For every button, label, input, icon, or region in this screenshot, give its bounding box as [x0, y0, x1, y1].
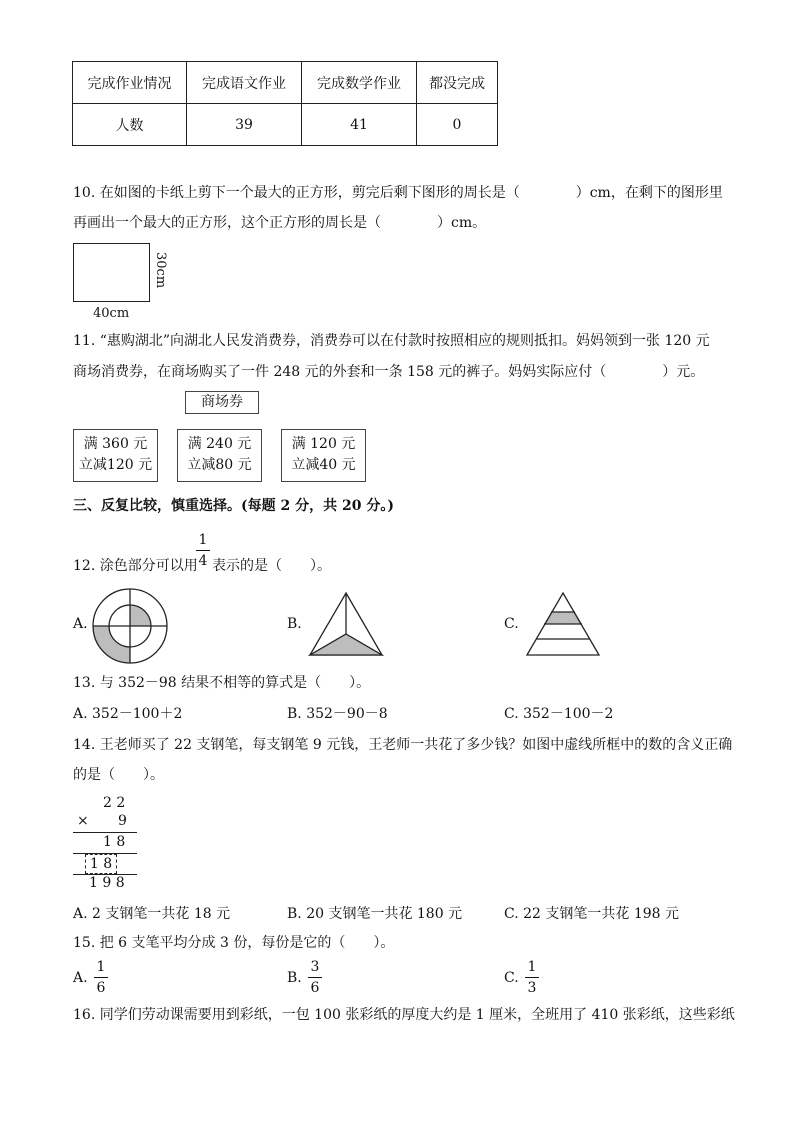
- q13-stem: 13. 与 352－98 结果不相等的算式是（ ）。: [73, 675, 371, 691]
- q15-option-c-fraction: [525, 958, 539, 997]
- q16-line1: 16. 同学们劳动课需要用到彩纸，一包 100 张彩纸的厚度大约是 1 厘米，全班用了 410 张彩纸，这些彩纸: [73, 1007, 735, 1023]
- q11-line1: 11. “惠购湖北”向湖北人民发消费券，消费券可以在付款时按照相应的规则抵扣。妈妈领到一张 120 元: [73, 333, 710, 349]
- q14-line1: 14. 王老师买了 22 支钢笔，每支钢笔 9 元钱，王老师一共花了多少钱？如图中虚线所框中的数的含义正确: [73, 737, 733, 753]
- table-cell: 39: [187, 104, 302, 146]
- q15-option-a-label: A.: [73, 970, 88, 986]
- q15-stem: 15. 把 6 支笔平均分成 3 份，每份是它的（ ）。: [73, 935, 395, 951]
- coupon-threshold: 满 120 元: [291, 436, 356, 452]
- section-title: 三、反复比较，慎重选择。(每题 2 分，共 20 分。): [73, 498, 394, 514]
- fraction-denominator: 6: [96, 980, 106, 996]
- bottom-length-label: 40cm: [93, 306, 130, 321]
- dashed-box-partial-product: 1 8: [85, 854, 117, 874]
- q13-option-b: B. 352－90－8: [287, 706, 388, 722]
- fraction-numerator: 1: [96, 959, 106, 975]
- multiplicand: 2 2: [103, 795, 126, 811]
- coupon-360: [73, 429, 158, 482]
- q12-option-b-label: B.: [287, 616, 302, 632]
- table-cell: 人数: [73, 104, 187, 146]
- vertical-multiplication: [73, 793, 143, 893]
- coupon-threshold: 满 240 元: [187, 436, 252, 452]
- fraction-denominator: 3: [527, 980, 537, 996]
- q14-option-b: B. 20 支钢笔一共花 180 元: [287, 906, 463, 922]
- ring-figure: [90, 586, 170, 666]
- q14-option-a: A. 2 支钢笔一共花 18 元: [73, 906, 231, 922]
- table-row: [73, 104, 498, 146]
- q14-line2: 的是（ ）。: [73, 767, 164, 783]
- times-sign: ×: [77, 813, 89, 829]
- q15-option-c-label: C.: [504, 970, 519, 986]
- side-length-label: 30cm: [153, 252, 168, 289]
- q12-option-a-label: A.: [73, 616, 88, 632]
- fraction-denominator: 6: [310, 980, 320, 996]
- q12-fraction: [196, 531, 210, 570]
- layer-shaded: [544, 612, 582, 624]
- table-header-cell: 完成数学作业: [302, 62, 417, 104]
- layered-triangle-figure: [524, 590, 602, 658]
- q10-line1: 10. 在如图的卡纸上剪下一个最大的正方形，剪完后剩下图形的周长是（ ）cm，在剩下的图形里: [73, 185, 723, 201]
- q11-line2: 商场消费券，在商场购买了一件 248 元的外套和一条 158 元的裤子。妈妈实际应付（ ）元。: [73, 364, 705, 380]
- fraction-bar: [94, 977, 108, 978]
- coupon-120: [281, 429, 366, 482]
- q10-line2: 再画出一个最大的正方形，这个正方形的周长是（ ）cm。: [73, 215, 487, 231]
- fraction-denominator: 4: [198, 553, 208, 569]
- table-cell: 0: [417, 104, 498, 146]
- product: 1 9 8: [89, 875, 125, 891]
- table-header-cell: 完成作业情况: [73, 62, 187, 104]
- table-header-row: [73, 62, 498, 104]
- voucher-title: 商场券: [185, 391, 259, 414]
- partial-product-1: 1 8: [103, 834, 126, 850]
- q15-option-b-fraction: [308, 958, 322, 997]
- q15-option-a-fraction: [94, 958, 108, 997]
- fraction-bar: [308, 977, 322, 978]
- q13-option-c: C. 352－100－2: [504, 706, 614, 722]
- coupon-threshold: 满 360 元: [83, 436, 148, 452]
- q13-option-a: A. 352－100＋2: [73, 706, 183, 722]
- q12-stem-after: 表示的是（ ）。: [212, 558, 331, 574]
- coupon-discount: 立减80 元: [187, 457, 252, 473]
- fraction-numerator: 1: [198, 532, 208, 548]
- multiplier: 9: [118, 813, 127, 829]
- q15-option-b-label: B.: [287, 970, 302, 986]
- q14-option-c: C. 22 支钢笔一共花 198 元: [504, 906, 679, 922]
- q12-option-c-label: C.: [504, 616, 519, 632]
- stats-table: [72, 61, 498, 146]
- fraction-bar: [196, 550, 210, 551]
- cardboard-rectangle: [73, 243, 150, 302]
- table-header-cell: 完成语文作业: [187, 62, 302, 104]
- q12-stem-before: 12. 涂色部分可以用: [73, 558, 198, 574]
- coupon-discount: 立减40 元: [291, 457, 356, 473]
- table-header-cell: 都没完成: [417, 62, 498, 104]
- fraction-numerator: 1: [527, 959, 537, 975]
- coupon-240: [177, 429, 262, 482]
- fraction-numerator: 3: [310, 959, 320, 975]
- coupon-discount: 立减120 元: [78, 457, 153, 473]
- triangle-figure: [307, 590, 385, 658]
- table-cell: 41: [302, 104, 417, 146]
- rule-line: [73, 832, 137, 833]
- fraction-bar: [525, 977, 539, 978]
